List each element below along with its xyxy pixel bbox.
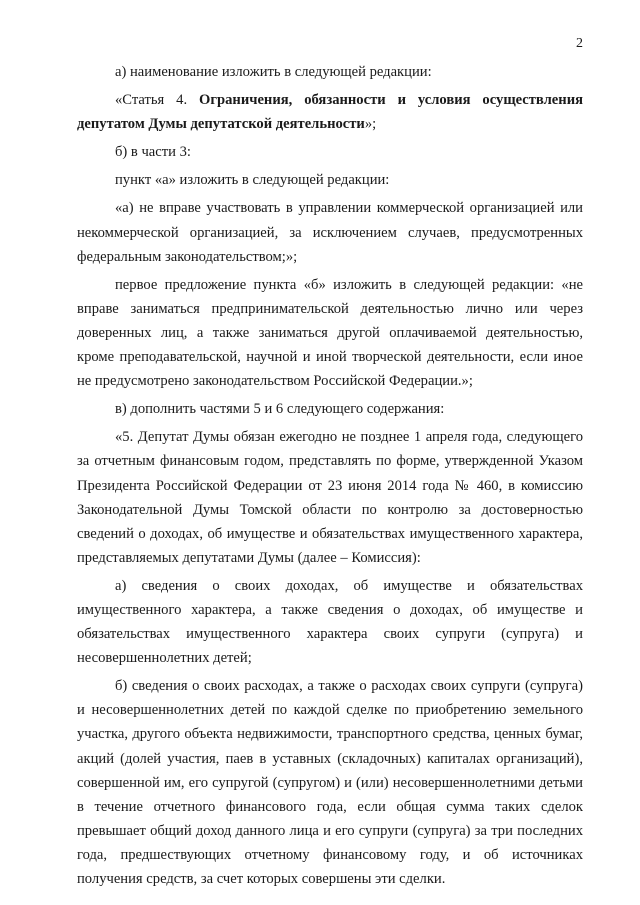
paragraph-part5-b: б) сведения о своих расходах, а также о расходах своих супруги (супруга) и несовершеннолетних детей по каждой сделке по приобретению земельного участка, другого объекта недвижимости, транспортного средства, ценных бумаг, акций (долей участия, паев в уставных (складочных) капиталах организаций), совершенной им, его супругой (супругом) и (или) несовершеннолетними детьми в течение отчетного финансового года, если общая сумма таких сделок превышает общий доход данного лица и его супруги (супруга) за три последних года, предшествующих отчетному финансовому году, и об источниках получения средств, за счет которых совершены эти сделки. bbox=[77, 678, 583, 887]
paragraph-part5-a: а) сведения о своих доходах, об имуществе и обязательствах имущественного характера, а также сведения о доходах, об имуществе и обязательствах имущественного характера своих супруги (супруга) и несовершеннолетних детей; bbox=[77, 577, 583, 667]
paragraph-a-name: а) наименование изложить в следующей редакции: bbox=[115, 64, 432, 80]
paragraph-point-b-text: первое предложение пункта «б» изложить в следующей редакции: «не вправе заниматься предпринимательской деятельностью лично или через доверенных лиц, а также заниматься другой оплачиваемой деятельностью, кроме преподавательской, научной и иной творческой деятельности, если иное не предусмотрено законодательством Российской Федерации.»; bbox=[77, 276, 583, 390]
article-suffix: »; bbox=[364, 116, 377, 133]
article-title-line1: Ограничения, обязанности и условия осуществления bbox=[199, 92, 584, 109]
document-body bbox=[77, 60, 583, 891]
page-number: 2 bbox=[576, 36, 583, 51]
paragraph-point-a-text: «а) не вправе участвовать в управлении коммерческой организацией или некоммерческой организацией, за исключением случаев, предусмотренных федеральным законодательством;»; bbox=[77, 200, 583, 265]
article-heading-line2 bbox=[77, 112, 583, 136]
paragraph-part5: «5. Депутат Думы обязан ежегодно не позднее 1 апреля года, следующего за отчетным финансовым годом, представлять по форме, утвержденной Указом Президента Российской Федерации от 23 июня 2014 года № 460, в комиссию Законодательной Думы Томской области по контролю за достоверностью сведений о доходах, об имуществе и обязательствах имущественного характера, представляемых депутатами Думы (далее – Комиссия): bbox=[77, 429, 583, 566]
article-title-line2: депутатом Думы депутатской деятельности bbox=[77, 116, 365, 133]
paragraph-c-add-parts: в) дополнить частями 5 и 6 следующего содержания: bbox=[115, 401, 445, 418]
article-heading-line1 bbox=[77, 88, 583, 112]
article-prefix: «Статья 4. bbox=[115, 92, 200, 109]
paragraph-b-part3: б) в части 3: bbox=[115, 144, 191, 161]
paragraph-point-a: пункт «а» изложить в следующей редакции: bbox=[115, 172, 390, 189]
